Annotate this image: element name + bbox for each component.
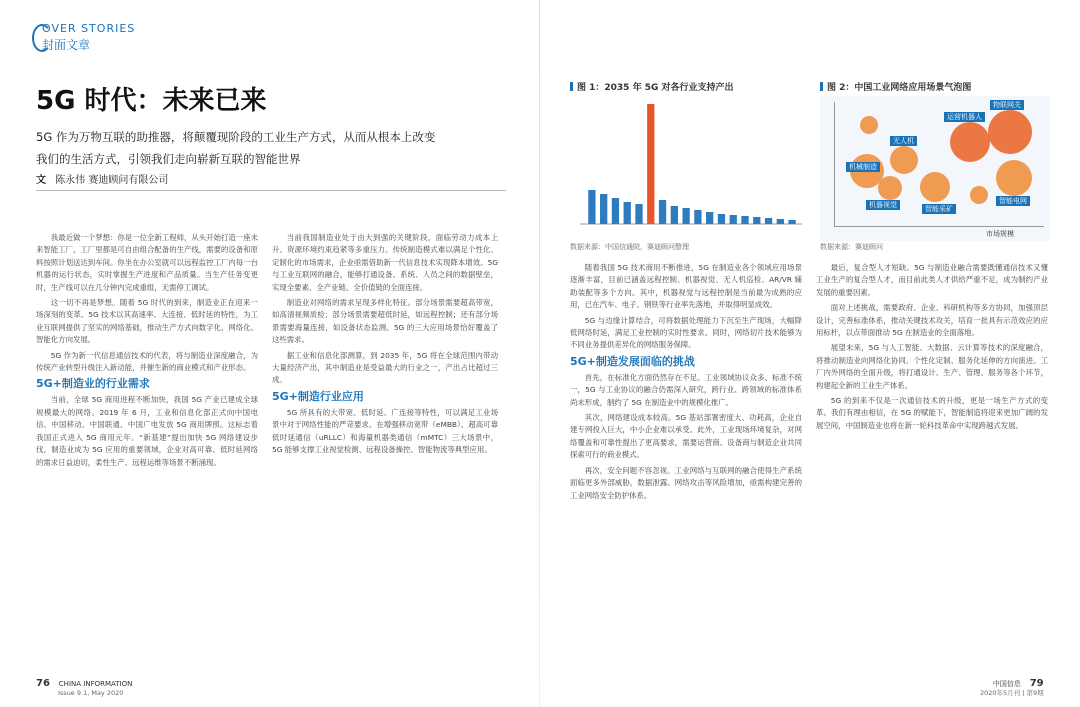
- figure2-x-label: 市场规模: [986, 230, 1014, 238]
- bubble-label-5: 运营机器人: [944, 112, 985, 122]
- figure1-bar: [741, 216, 748, 224]
- figure1-bar: [694, 210, 701, 224]
- figure2-x-axis: [834, 226, 1044, 227]
- title-divider: [36, 190, 506, 191]
- figure1-bar: [635, 204, 642, 224]
- bubble-drone: [890, 146, 918, 174]
- figure1-bar: [777, 219, 784, 224]
- byline-prefix: 文: [36, 175, 46, 186]
- figure1-bar: [588, 190, 595, 224]
- figure1-title: 图 1：2035 年 5G 对各行业支持产出: [570, 80, 734, 93]
- bubble-label-2: 无人机: [890, 136, 917, 146]
- figure1-bar: [612, 198, 619, 224]
- body-column-2: 当前我国制造业处于由大到强的关键阶段，面临劳动力成本上升、资源环境约束趋紧等多重压力。传统制造模式难以满足个性化、定制化的市场需求，企业亟需借助新一代信息技术实现降本增效。5G 与工业互联网的融合，能够打通设备、系统、人员之间的数据壁垒，实现全要素、全产业链、全价值链的全面连接。 制造业对网络的需求呈现多样化特征。部分场景需要超高带宽，如高清视频质检；部分场景需要超低时延，如远程控制；还有部分场景需要海量连接，如设备状态监测。5G 的三大应用场景恰好覆盖了这些需求。 据工业和信息化部测算，到 2035 年，5G 将在全球范围内带动大量经济产出，其中制造业是受益最大的行业之一，产出占比超过三成。 5G+制造行业应用 5G 所具有的大带宽、低时延、广连接等特性，可以满足工业场景中对于网络性能的严苛要求。在增强移动宽带（eMBB）、超高可靠低时延通信（uRLLC）和海量机器类通信（mMTC）三大场景中，5G 能够支撑工业视觉检测、远程设备操控、智能物流等典型应用。: [272, 233, 498, 455]
- section-heading-3: 5G+制造发展面临的挑战: [570, 354, 695, 368]
- figure2-y-axis: [834, 102, 835, 226]
- body-column-4: 最后，复合型人才短缺。5G 与制造业融合需要既懂通信技术又懂工业生产的复合型人才，而目前此类人才供给严重不足，成为制约产业发展的重要因素。 面对上述挑战，需要政府、企业、科研机构等多方协同，加强顶层设计，完善标准体系，推动关键技术攻关，培育一批具有示范效应的应用标杆，以点带面推动 5G 在制造业的全面落地。 展望未来，5G 与人工智能、大数据、云计算等技术的深度融合，将推动制造业向网络化协同、个性化定制、服务化延伸的方向演进。工厂内外网络的全面升级，将打通设计、生产、管理、服务等各个环节，构建起全新的工业生产体系。 5G 的到来不仅是一次通信技术的升级，更是一场生产方式的变革。我们有理由相信，在 5G 的赋能下，智能制造将迎来更加广阔的发展空间，中国制造业也将在新一轮科技革命中实现跨越式发展。: [816, 263, 1048, 430]
- bubble-label-7: 智能电网: [996, 196, 1030, 206]
- logo-text-cn: 封面文章: [42, 38, 91, 52]
- logo-text-en: OVER STORIES: [42, 22, 136, 35]
- figure1-bar: [788, 220, 795, 224]
- bubble-grid: [996, 160, 1032, 196]
- figure1-bar: [624, 202, 631, 224]
- figure1-chart: [570, 96, 810, 236]
- body-column-1: 我最近做一个梦想：你是一位全新工程师，从头开始打造一座未来智能工厂，工厂里都是可自由组合配备的生产线，需要的设备和原料按照计划送达到车间。你坐在办公室就可以远程监控工厂内每一台机器的运行状态，实时掌握生产进度和产品质量。当生产任务变更时，生产线可以在几分钟内完成重组，无需停工调试。 这一切不再是梦想。随着 5G 时代的到来，制造业正在迎来一场深刻的变革。5G 技术以其高速率、大连接、低时延的特性，为工业互联网提供了坚实的网络基础，推动生产方式向数字化、网络化、智能化方向发展。 5G 作为新一代信息通信技术的代表，将与制造业深度融合，为传统产业转型升级注入新动能，并催生新的商业模式和产业形态。 5G+制造业的行业需求 当前，全球 5G 商用进程不断加快，我国 5G 产业已建成全球规模最大的网络。2019 年 6 月，工业和信息化部正式向中国电信、中国移动、中国联通、中国广电发放 5G 商用牌照。这标志着我国正式进入 5G 商用元年。“新基建”提出加快 5G 网络建设步伐，制造业成为 5G 应用的重要领域，企业对高可靠、低时延网络的需求日益迫切，柔性生产、远程运维等场景不断涌现。: [36, 233, 258, 467]
- article-title: 5G 时代：未来已来: [36, 86, 267, 116]
- right-magazine-name: 中国信息: [992, 680, 1021, 688]
- left-magazine-name: CHINA INFORMATION: [58, 680, 133, 688]
- bubble-label-3: 机器视觉: [866, 200, 900, 210]
- figure1-bar: [706, 212, 713, 224]
- section-heading-1: 5G+制造业的行业需求: [36, 377, 150, 391]
- figure1-source: 数据来源：中国信通院，赛迪顾问整理: [570, 243, 689, 251]
- section-heading-2: 5G+制造行业应用: [272, 389, 364, 403]
- figure1-bar: [753, 217, 760, 224]
- article-lead: 5G 作为万物互联的助推器，将颠覆现阶段的工业生产方式，从而从根本上改变我们的生活方式，引领我们走向崭新互联的智能世界: [36, 130, 436, 166]
- bubble-vision: [878, 176, 902, 200]
- byline-author: 陈永伟 赛迪顾问有限公司: [55, 175, 169, 186]
- bubble-label-4: 智能采矿: [922, 204, 956, 214]
- right-folio: [980, 678, 1044, 698]
- bubble-mining: [920, 172, 950, 202]
- bubble-gateway: [988, 110, 1032, 154]
- right-issue: 2020年5月刊 | 第9期: [980, 689, 1044, 697]
- figure1-bar: [671, 206, 678, 224]
- figure2-title: 图 2：中国工业网络应用场景气泡图: [820, 80, 971, 93]
- figure1-bar: [765, 218, 772, 224]
- left-page-number: 76: [36, 678, 50, 689]
- column-logo: [32, 22, 136, 56]
- right-page: [540, 0, 1080, 707]
- article-byline: [36, 171, 168, 186]
- figure1-bar: [682, 208, 689, 224]
- bubble-small-2: [970, 186, 988, 204]
- bubble-robot: [950, 122, 990, 162]
- bubble-label-6: 物联网关: [990, 100, 1024, 110]
- figure2-source: 数据来源：赛迪顾问: [820, 243, 883, 251]
- figure1-bar: [730, 215, 737, 224]
- figure1-bar: [647, 104, 654, 224]
- figure1-bars: [588, 104, 796, 224]
- figure1-bar: [659, 200, 666, 224]
- figure1-bar: [718, 214, 725, 224]
- left-issue: Issue 9.1, May 2020: [58, 689, 124, 697]
- right-page-number: 79: [1029, 678, 1044, 689]
- left-folio: [36, 678, 132, 698]
- figure1-bar: [600, 194, 607, 224]
- bubble-small-1: [860, 116, 878, 134]
- body-column-3: 随着我国 5G 技术商用不断推进，5G 在制造业各个领域应用场景逐渐丰富，目前已涵盖远程控制、机器视觉、无人机巡检、AR/VR 辅助装配等多个方向。其中，机器视觉与远程控制是当前最为成熟的应用，已在汽车、电子、钢铁等行业率先落地，并取得明显成效。 5G 与边缘计算结合，可将数据处理能力下沉至生产现场，大幅降低网络时延，满足工业控制的实时性要求。同时，网络切片技术能够为不同业务提供差异化的网络服务保障。 5G+制造发展面临的挑战 首先，在标准化方面仍然存在不足。工业领域协议众多、标准不统一，5G 与工业协议的融合仍需深入研究，跨行业、跨领域的标准体系尚未形成，制约了 5G 在制造业中的规模化推广。 其次，网络建设成本较高。5G 基站部署密度大、功耗高，企业自建专网投入巨大，中小企业难以承受。此外，工业现场环境复杂，对网络覆盖和可靠性提出了更高要求，需要运营商、设备商与制造企业共同探索可行的商业模式。 再次，安全问题不容忽视。工业网络与互联网的融合使得生产系统面临更多外部威胁，数据泄露、网络攻击等风险增加，亟需构建完善的工业网络安全防护体系。: [570, 263, 802, 500]
- figure2-chart: [820, 96, 1050, 241]
- bubble-label-1: 机械制造: [846, 162, 880, 172]
